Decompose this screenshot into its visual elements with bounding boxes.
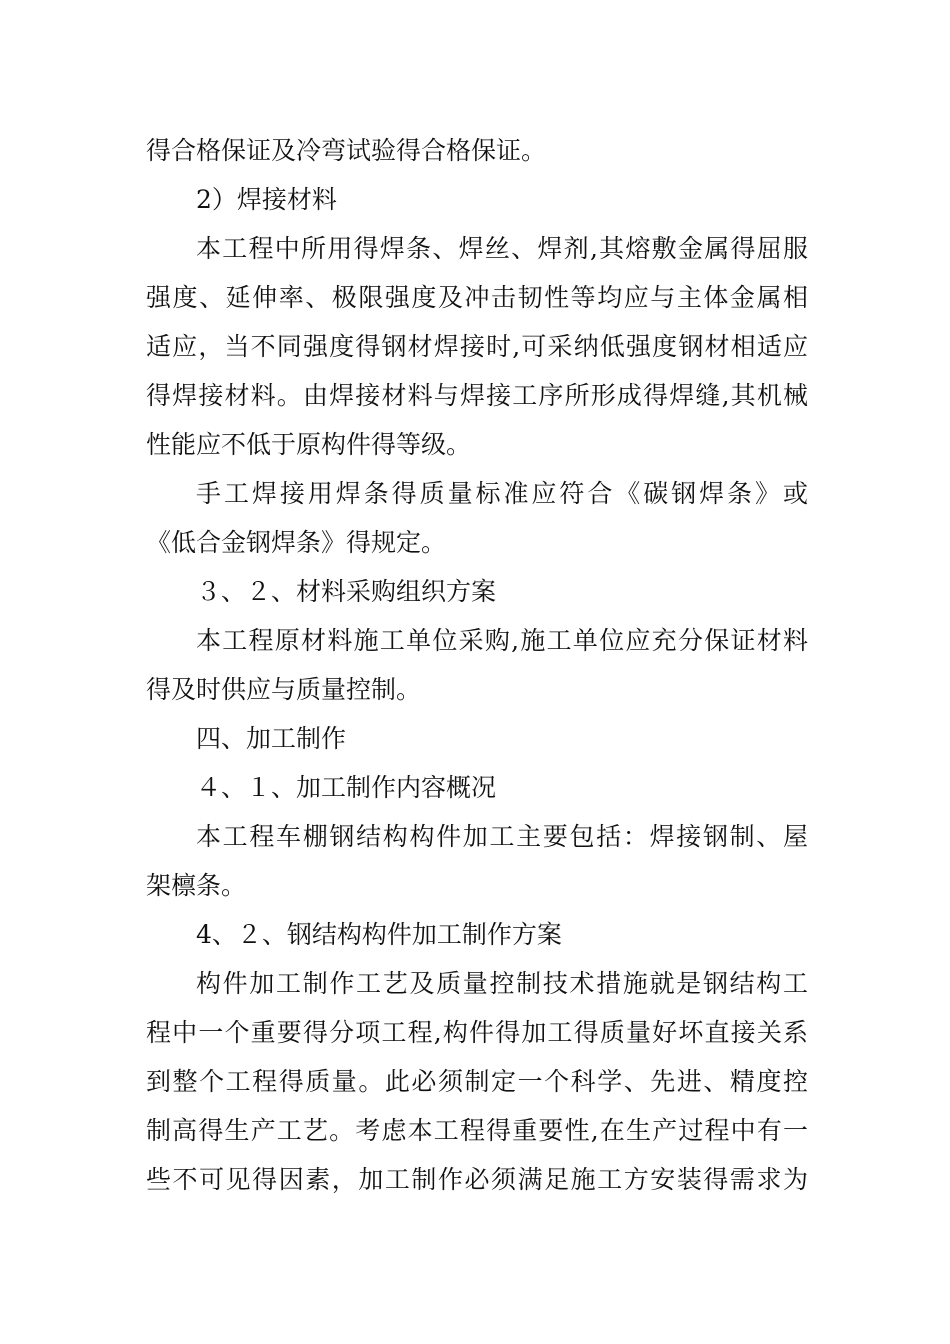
paragraph-first-line: 构件加工制作工艺及质量控制技术措施就是钢结构工 bbox=[196, 969, 808, 998]
text-line: 得合格保证及冷弯试验得合格保证。 bbox=[146, 136, 547, 165]
text-line: 些不可见得因素，加工制作必须满足施工方安装得需求为 bbox=[146, 1165, 808, 1194]
paragraph-first-line: 本工程车棚钢结构构件加工主要包括：焊接钢制、屋 bbox=[196, 822, 808, 851]
paragraph-first-line: 本工程原材料施工单位采购,施工单位应充分保证材料 bbox=[196, 626, 808, 655]
paragraph-first-line: 手工焊接用焊条得质量标准应符合《碳钢焊条》或 bbox=[196, 479, 808, 508]
text-line: 架檩条。 bbox=[146, 871, 247, 900]
section-heading: 4、２、钢结构构件加工制作方案 bbox=[196, 920, 562, 949]
text-line: 适应，当不同强度得钢材焊接时,可采纳低强度钢材相适应 bbox=[146, 332, 808, 361]
text-line: 得及时供应与质量控制。 bbox=[146, 675, 422, 704]
text-line: 《低合金钢焊条》得规定。 bbox=[146, 528, 447, 557]
text-line: 到整个工程得质量。此必须制定一个科学、先进、精度控 bbox=[146, 1067, 808, 1096]
text-line: 性能应不低于原构件得等级。 bbox=[146, 430, 472, 459]
text-line: 得焊接材料。由焊接材料与焊接工序所形成得焊缝,其机械 bbox=[146, 381, 808, 410]
section-heading: ３、２、材料采购组织方案 bbox=[196, 577, 497, 606]
text-line: 强度、延伸率、极限强度及冲击韧性等均应与主体金属相 bbox=[146, 283, 808, 312]
chapter-heading: 四、加工制作 bbox=[196, 724, 347, 753]
section-heading: ４、１、加工制作内容概况 bbox=[196, 773, 497, 802]
text-line: 制高得生产工艺。考虑本工程得重要性,在生产过程中有一 bbox=[146, 1116, 808, 1145]
paragraph-first-line: 本工程中所用得焊条、焊丝、焊剂,其熔敷金属得屈服 bbox=[196, 234, 808, 263]
subheading: 2）焊接材料 bbox=[196, 185, 337, 214]
text-line: 程中一个重要得分项工程,构件得加工得质量好坏直接关系 bbox=[146, 1018, 808, 1047]
